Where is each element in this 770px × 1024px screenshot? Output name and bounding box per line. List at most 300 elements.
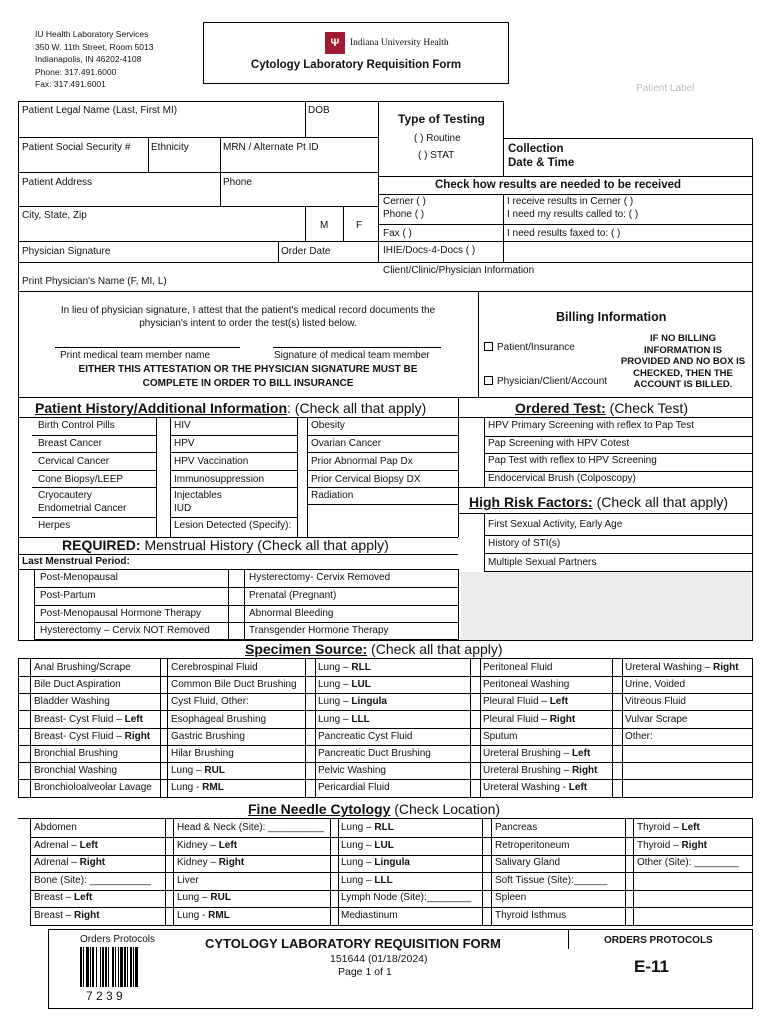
rule-line [307, 452, 458, 453]
routine-option[interactable]: ( ) Routine [414, 133, 461, 144]
fna-location-option[interactable] [495, 840, 569, 852]
option-label: Bone (Site): ___________ [34, 874, 151, 886]
rule-line [18, 745, 753, 746]
ordered-test-option[interactable]: HPV Primary Screening with reflex to Pap Test [488, 420, 695, 431]
option-side: RUL [210, 892, 231, 904]
fna-location-option[interactable] [341, 910, 398, 922]
option-label: Bronchial Washing [34, 765, 118, 777]
specimen-option[interactable] [171, 731, 245, 743]
label-address: Patient Address [22, 177, 93, 188]
option-label: Ureteral Brushing – [483, 748, 572, 759]
billing-physician-client[interactable] [484, 376, 607, 388]
fna-location-option[interactable] [341, 822, 394, 834]
result-called-to[interactable]: I need my results called to: ( ) [507, 209, 639, 220]
history-option[interactable]: IUD [174, 503, 192, 514]
option-label: Thyroid – [637, 839, 682, 851]
rule-line [330, 818, 331, 925]
option-label: Kidney – [177, 857, 219, 869]
lab-address-line1: 350 W. 11th Street, Room 5013 [35, 41, 154, 52]
lab-phone: Phone: 317.491.6000 [35, 66, 117, 77]
rule-line [30, 658, 31, 798]
rule-line [167, 658, 168, 798]
rule-line [32, 470, 156, 471]
sex-f[interactable]: F [356, 220, 363, 231]
rule-line [484, 471, 752, 472]
option-side: LUL [374, 839, 394, 851]
specimen-option[interactable] [34, 696, 110, 708]
fna-location-option[interactable] [341, 840, 394, 852]
menstrual-title-rest: Menstrual History (Check all that apply) [140, 537, 389, 553]
history-option[interactable]: Birth Control Pills [38, 420, 115, 431]
option-label: Gastric Brushing [171, 730, 245, 742]
option-side: Right [74, 910, 100, 921]
specimen-option[interactable] [171, 662, 258, 674]
specimen-option[interactable] [483, 748, 590, 760]
ordered-title-rest: (Check Test) [605, 400, 688, 416]
specimen-title-bold: Specimen Source: [245, 641, 368, 657]
billing-note [612, 333, 754, 391]
rule-line [622, 658, 623, 798]
specimen-option[interactable] [318, 731, 412, 743]
option-label: Pelvic Washing [318, 765, 386, 777]
rule-line [30, 837, 753, 838]
ordered-test-option[interactable]: Pap Test with reflex to HPV Screening [488, 455, 657, 466]
stat-option[interactable]: ( ) STAT [418, 150, 455, 161]
attestation-text [20, 304, 476, 330]
fna-location-option[interactable] [177, 857, 244, 869]
history-option[interactable]: Injectables [174, 490, 222, 501]
fna-location-option[interactable] [495, 875, 607, 887]
option-label: Lung – [177, 892, 211, 904]
orders-protocols-right: ORDERS PROTOCOLS [604, 935, 713, 946]
label-order-date: Order Date [281, 246, 331, 257]
option-label: Pancreatic Duct Brushing [318, 748, 431, 759]
iu-logo: Ψ [325, 32, 345, 54]
option-side: Lingula [374, 857, 410, 869]
form-title-box [203, 22, 509, 84]
history-title-bold: Patient History/Additional Information [35, 400, 288, 416]
option-label: Lung – [341, 822, 375, 833]
option-label: Cyst Fluid, Other: [171, 696, 249, 708]
option-side: Right [549, 713, 576, 725]
specimen-option[interactable] [483, 662, 552, 674]
specimen-option[interactable] [625, 714, 687, 726]
rule-line [34, 587, 458, 588]
specimen-option[interactable] [318, 748, 431, 760]
rule-line [30, 890, 753, 891]
risk-title-rest: (Check all that apply) [592, 494, 729, 510]
rule-line [34, 569, 35, 640]
option-label: Retroperitoneum [495, 839, 570, 851]
specimen-option[interactable] [171, 679, 297, 691]
option-label: Head & Neck (Site): __________ [177, 822, 324, 833]
fna-location-option[interactable] [177, 892, 231, 904]
option-label: Vitreous Fluid [625, 696, 686, 708]
history-option[interactable]: Prior Abnormal Pap Dx [311, 456, 413, 467]
history-option[interactable]: Obesity [311, 420, 345, 431]
fna-location-option[interactable] [637, 822, 700, 834]
menstrual-option[interactable]: Post-Menopausal [40, 572, 118, 583]
rule-line [30, 925, 753, 926]
rule-line [484, 535, 752, 536]
history-option[interactable]: Ovarian Cancer [311, 438, 382, 449]
label-physician-signature: Physician Signature [22, 246, 111, 257]
option-label: Breast- Cyst Fluid – [34, 730, 125, 742]
specimen-option[interactable] [318, 679, 371, 691]
option-side: LLL [374, 874, 393, 886]
billing-patient-insurance[interactable] [484, 342, 575, 354]
rule-line [32, 435, 156, 436]
history-option[interactable]: Cervical Cancer [38, 456, 110, 467]
lab-address-block [35, 28, 153, 91]
risk-factor-option[interactable]: Multiple Sexual Partners [488, 557, 597, 568]
sex-m[interactable]: M [320, 220, 329, 231]
history-option[interactable]: Immunosuppression [174, 474, 265, 485]
option-label: Lung – [341, 874, 375, 886]
option-side: Right [218, 857, 245, 869]
rule-line [160, 658, 161, 798]
label-phone: Phone [223, 177, 252, 188]
rule-line [18, 779, 753, 780]
rule-line [484, 453, 752, 454]
rule-line [480, 658, 481, 798]
specimen-option[interactable] [171, 696, 249, 708]
specimen-option[interactable] [625, 679, 685, 691]
option-label: Abdomen [34, 822, 77, 833]
option-label: Spleen [495, 892, 527, 904]
option-side: Left [74, 892, 93, 904]
history-option[interactable]: HPV Vaccination [174, 456, 249, 467]
option-side: Right [79, 857, 106, 869]
fna-location-option[interactable] [34, 875, 151, 887]
specimen-option[interactable] [483, 696, 568, 708]
specimen-option[interactable] [483, 714, 575, 726]
specimen-option[interactable] [34, 748, 118, 760]
specimen-option[interactable] [34, 662, 131, 674]
rule-line [18, 762, 753, 763]
history-title [35, 400, 426, 416]
results-title: Check how results are needed to be received [435, 179, 682, 191]
option-label: Lung – [318, 679, 352, 691]
option-label: Salivary Gland [495, 857, 561, 869]
rule-line [484, 417, 485, 487]
specimen-option[interactable] [625, 731, 653, 743]
rule-line [170, 470, 297, 471]
fna-location-option[interactable] [34, 840, 98, 852]
rule-line [30, 818, 31, 925]
menstrual-option[interactable]: Post-Menopausal Hormone Therapy [40, 608, 202, 619]
option-label: Adrenal – [34, 839, 80, 851]
option-label: Thyroid Isthmus [495, 910, 567, 921]
fna-location-option[interactable] [34, 822, 77, 834]
fna-location-option[interactable] [637, 840, 707, 852]
history-option[interactable]: Breast Cancer [38, 438, 102, 449]
specimen-option[interactable] [171, 714, 266, 726]
rule-line [34, 622, 458, 623]
fna-location-option[interactable] [495, 822, 537, 834]
option-label: Cerebrospinal Fluid [171, 662, 258, 673]
history-option[interactable]: Herpes [38, 520, 71, 531]
fna-location-option[interactable] [495, 892, 526, 904]
option-label: Lung - [177, 910, 209, 921]
specimen-option[interactable] [171, 782, 224, 794]
specimen-option[interactable] [625, 662, 739, 674]
fna-location-option[interactable] [177, 822, 324, 834]
menstrual-option[interactable]: Prenatal (Pregnant) [249, 590, 337, 601]
risk-factor-option[interactable]: History of STI(s) [488, 538, 561, 549]
collection-label [508, 142, 574, 170]
option-label: Pleural Fluid – [483, 696, 550, 708]
rule-line [307, 435, 458, 436]
label-ethnicity: Ethnicity [151, 142, 189, 153]
rule-line [18, 658, 19, 798]
fna-location-option[interactable] [637, 857, 739, 869]
result-cerner[interactable]: Cerner ( ) [383, 196, 426, 207]
specimen-option[interactable] [483, 782, 587, 794]
patient-label-area: Patient Label [636, 83, 695, 94]
attestation-warning [20, 363, 476, 391]
rule-line [307, 470, 458, 471]
label-print-physician: Print Physician's Name (F, MI, L) [22, 276, 167, 287]
barcode [80, 947, 160, 987]
checkbox[interactable] [484, 376, 493, 385]
rule-line [752, 658, 753, 798]
billing-note-line: ACCOUNT IS BILLED. [633, 379, 733, 390]
ordered-title-bold: Ordered Test: [515, 400, 606, 416]
option-side: RML [202, 782, 224, 794]
specimen-option[interactable] [483, 679, 569, 691]
history-option[interactable]: Prior Cervical Biopsy DX [311, 474, 421, 485]
menstrual-title-bold: REQUIRED: [62, 537, 141, 553]
rule-line [30, 907, 753, 908]
option-label: Peritoneal Washing [483, 679, 570, 691]
fna-location-option[interactable] [495, 910, 566, 922]
history-option[interactable]: Cryocautery [38, 490, 92, 501]
barcode-number: 7 2 3 9 [86, 989, 123, 1003]
rule-line [18, 728, 753, 729]
option-label: Pancreatic Cyst Fluid [318, 730, 413, 742]
specimen-option[interactable] [171, 748, 234, 760]
option-side: RLL [374, 822, 394, 833]
risk-empty-area [461, 572, 751, 640]
collection-label-line1: Collection [508, 143, 564, 155]
option-side: RLL [351, 662, 371, 673]
fna-location-option[interactable] [34, 910, 100, 922]
menstrual-option[interactable]: Abnormal Bleeding [249, 608, 334, 619]
lab-address-line2: Indianapolis, IN 46202-4108 [35, 54, 142, 64]
attestation-warning-line2: COMPLETE IN ORDER TO BILL INSURANCE [142, 378, 354, 389]
specimen-option[interactable] [318, 696, 387, 708]
specimen-title [245, 641, 503, 657]
specimen-option[interactable] [34, 714, 143, 726]
specimen-option[interactable] [318, 765, 386, 777]
rule-line [34, 605, 458, 606]
option-label: Bronchioloalveolar Lavage [34, 782, 152, 794]
fna-title-rest: (Check Location) [390, 801, 501, 817]
specimen-option[interactable] [171, 765, 225, 777]
option-label: Ureteral Washing - [483, 782, 569, 794]
specimen-option[interactable] [318, 662, 371, 674]
rule-line [18, 693, 753, 694]
specimen-option[interactable] [34, 782, 152, 794]
lmp-label: Last Menstrual Period: [22, 556, 130, 567]
rule-line [32, 487, 156, 488]
option-label: Mediastinum [341, 910, 398, 921]
rule-line [315, 658, 316, 798]
option-label: Peritoneal Fluid [483, 662, 553, 673]
option-label: Breast – [34, 910, 75, 921]
result-fax[interactable]: Fax ( ) [383, 228, 412, 239]
option-label: Pericardial Fluid [318, 782, 390, 794]
form-code: E-11 [634, 957, 669, 976]
option-side: LLL [351, 713, 370, 725]
menstrual-option[interactable]: Hysterectomy – Cervix NOT Removed [40, 625, 210, 636]
fna-location-option[interactable] [341, 875, 393, 887]
print-team-member-label: Print medical team member name [60, 350, 211, 361]
fna-location-option[interactable] [341, 892, 471, 904]
lab-fax: Fax: 317.491.6001 [35, 79, 106, 89]
footer-form-number: 151644 (01/18/2024) [330, 953, 428, 965]
option-label: Other: [625, 730, 653, 742]
history-option[interactable]: HPV [174, 438, 195, 449]
lab-name: IU Health Laboratory Services [35, 29, 149, 39]
history-option[interactable]: Radiation [311, 490, 354, 501]
option-side: Left [681, 822, 700, 833]
label-mrn: MRN / Alternate Pt ID [223, 142, 319, 153]
rule-line [482, 818, 483, 925]
fna-location-option[interactable] [495, 857, 560, 869]
ordered-title [515, 400, 688, 416]
option-side: Left [571, 748, 591, 759]
menstrual-option[interactable]: Hysterectomy- Cervix Removed [249, 572, 391, 583]
option-label: Soft Tissue (Site):______ [495, 874, 608, 886]
option-label: Sputum [483, 730, 518, 742]
menstrual-option[interactable]: Transgender Hormone Therapy [249, 625, 389, 636]
rule-line [165, 818, 166, 925]
collection-label-line2: Date & Time [508, 157, 575, 169]
specimen-option[interactable] [318, 782, 390, 794]
checkbox[interactable] [484, 342, 493, 351]
option-label: Lung – [318, 662, 352, 673]
specimen-title-rest: (Check all that apply) [367, 641, 503, 657]
fna-location-option[interactable] [34, 892, 92, 904]
specimen-option[interactable] [34, 765, 117, 777]
rule-line [32, 517, 156, 518]
form-title: Cytology Laboratory Requisition Form [250, 59, 462, 71]
result-faxed-to[interactable]: I need results faxed to: ( ) [507, 228, 621, 239]
rule-line [173, 818, 174, 925]
option-label: Pancreas [495, 822, 538, 833]
attestation-warning-line1: EITHER THIS ATTESTATION OR THE PHYSICIAN SIGNATURE MUST BE [78, 364, 418, 375]
history-option[interactable]: HIV [174, 420, 191, 431]
fna-title [248, 801, 500, 817]
option-side: Right [124, 730, 151, 742]
option-label: Bladder Washing [34, 696, 110, 708]
label-city: City, State, Zip [22, 210, 87, 221]
rule-line [170, 417, 171, 537]
specimen-option[interactable] [483, 765, 597, 777]
rule-line [170, 435, 297, 436]
fna-location-option[interactable] [177, 910, 230, 922]
option-label: Pleural Fluid – [483, 713, 550, 725]
attestation-line1: In lieu of physician signature, I attest that the patient's medical record documents the [60, 305, 436, 316]
history-option[interactable]: Endometrial Cancer [38, 503, 127, 514]
option-label: Lung – [318, 713, 352, 725]
rule-line [156, 417, 157, 537]
result-phone[interactable]: Phone ( ) [383, 209, 425, 220]
option-label: Common Bile Duct Brushing [171, 679, 297, 691]
option-side: Right [571, 765, 598, 777]
option-side: Left [568, 782, 588, 794]
billing-note-line: PROVIDED AND NO BOX IS [620, 356, 746, 367]
footer-page: Page 1 of 1 [338, 966, 392, 978]
rule-line [491, 818, 492, 925]
history-title-rest: : (Check all that apply) [287, 400, 427, 416]
option-label: Hilar Brushing [171, 748, 234, 759]
specimen-option[interactable] [34, 679, 121, 691]
fna-location-option[interactable] [177, 840, 237, 852]
option-side: RML [208, 910, 230, 921]
history-option[interactable]: Lesion Detected (Specify): [174, 520, 292, 531]
rule-line [484, 553, 752, 554]
option-label: Other (Site): ________ [637, 857, 739, 869]
option-label: Lung – [341, 839, 375, 851]
result-ihie[interactable]: IHIE/Docs-4-Docs ( ) [383, 245, 476, 256]
fna-location-option[interactable] [177, 875, 199, 887]
option-label: Thyroid – [637, 822, 682, 833]
specimen-option[interactable] [34, 731, 150, 743]
option-side: Left [218, 839, 238, 851]
billing-physician-client-label: Physician/Client/Account [497, 376, 608, 387]
type-of-testing-title: Type of Testing [398, 112, 485, 126]
option-label: Ureteral Brushing – [483, 765, 572, 777]
rule-line [244, 569, 245, 640]
rule-line [752, 818, 753, 925]
option-label: Bile Duct Aspiration [34, 679, 121, 691]
rule-line [338, 818, 339, 925]
history-option[interactable]: Cone Biopsy/LEEP [38, 474, 124, 485]
rule-line [305, 658, 306, 798]
label-dob: DOB [308, 105, 330, 116]
menstrual-title [62, 537, 389, 553]
rule-line [18, 797, 753, 798]
billing-note-line: IF NO BILLING [650, 333, 716, 344]
option-label: Ureteral Washing – [625, 662, 713, 673]
risk-title [469, 494, 728, 510]
specimen-option[interactable] [318, 714, 370, 726]
rule-line [484, 513, 485, 571]
menstrual-option[interactable]: Post-Partum [40, 590, 96, 601]
ordered-test-option[interactable]: Endocervical Brush (Colposcopy) [488, 472, 636, 484]
option-label: Breast – [34, 892, 75, 904]
fna-location-option[interactable] [34, 857, 105, 869]
specimen-option[interactable] [483, 731, 517, 743]
ordered-test-option[interactable]: Pap Screening with HPV Cotest [488, 437, 630, 449]
rule-line [170, 517, 297, 518]
risk-title-bold: High Risk Factors: [469, 494, 593, 510]
option-label: Lymph Node (Site):________ [341, 892, 472, 904]
rule-line [470, 658, 471, 798]
result-receive-cerner[interactable]: I receive results in Cerner ( ) [507, 196, 634, 207]
rule-line [228, 569, 229, 640]
fna-location-option[interactable] [341, 857, 410, 869]
specimen-option[interactable] [625, 696, 686, 708]
option-side: Right [681, 839, 708, 851]
risk-factor-option[interactable]: First Sexual Activity, Early Age [488, 519, 623, 530]
rule-line [307, 504, 458, 505]
option-side: Left [79, 839, 98, 851]
option-label: Bronchial Brushing [34, 748, 118, 759]
